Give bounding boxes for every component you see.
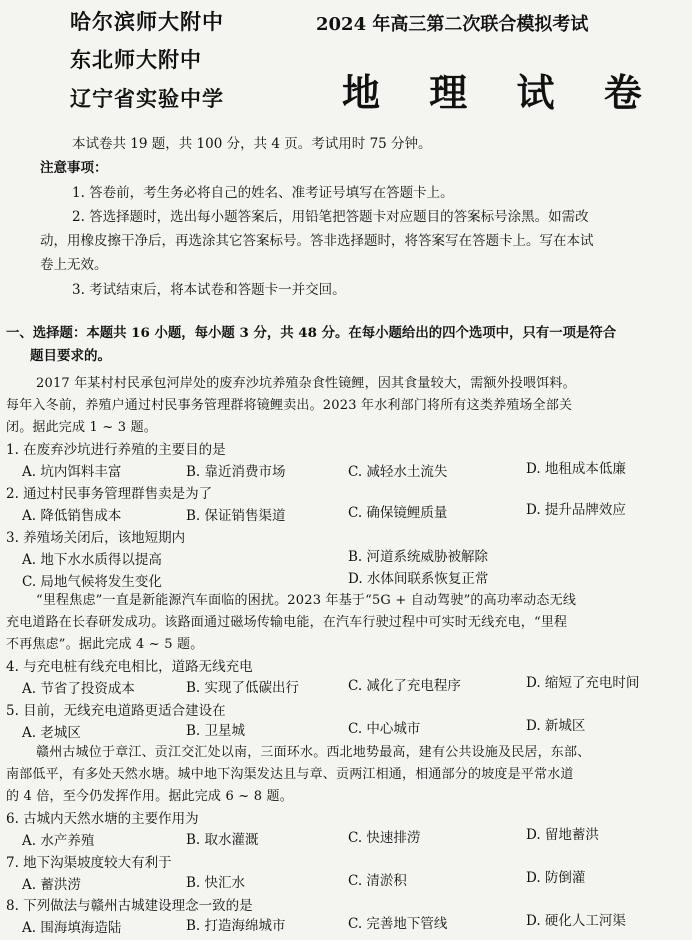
question-6-option-a: A. 水产养殖: [22, 833, 95, 849]
question-2-option-d: D. 提升品牌效应: [526, 502, 626, 518]
question-3-stem: 3. 养殖场关闭后，该地短期内: [6, 530, 186, 546]
question-2-stem: 2. 通过村民事务管理群售卖是为了: [6, 486, 213, 502]
school-name-2: 东北师大附中: [70, 47, 202, 72]
question-1-stem: 1. 在废弃沙坑进行养殖的主要目的是: [6, 442, 226, 458]
question-7-option-d: D. 防倒灌: [526, 870, 586, 886]
question-3-option-c: C. 局地气候将发生变化: [22, 574, 162, 590]
passage-3-line-3: 的 4 倍，至今仍发挥作用。据此完成 6 ~ 8 题。: [6, 789, 293, 804]
school-name-1: 哈尔滨师大附中: [70, 9, 224, 34]
school-name-3: 辽宁省实验中学: [70, 86, 224, 111]
question-5-option-b: B. 卫星城: [186, 723, 246, 739]
passage-2-line-2: 充电道路在长春研发成功。该路面通过磁场传输电能，在汽车行驶过程中可实时无线充电，“里程: [6, 615, 568, 630]
question-1-option-a: A. 坑内饵料丰富: [22, 464, 122, 480]
notice-title: 注意事项：: [40, 160, 108, 176]
passage-1-line-1: 2017 年某村村民承包河岸处的废弃沙坑养殖杂食性镜鲤，因其食量较大，需额外投喂饵料。: [36, 376, 576, 391]
question-6-option-b: B. 取水灌溉: [186, 832, 259, 848]
question-7-stem: 7. 地下沟渠坡度较大有利于: [6, 855, 172, 871]
notice-line-1: 1. 答卷前，考生务必将自己的姓名、准考证号填写在答题卡上。: [72, 185, 454, 201]
question-5-option-d: D. 新城区: [526, 718, 586, 734]
passage-2-line-1: “里程焦虑”一直是新能源汽车面临的困扰。2023 年基于“5G + 自动驾驶”的高功率动态无线: [36, 593, 577, 608]
question-5-stem: 5. 目前，无线充电道路更适合建设在: [6, 703, 226, 719]
question-8-option-b: B. 打造海绵城市: [186, 918, 286, 934]
question-8-stem: 8. 下列做法与赣州古城建设理念一致的是: [6, 898, 253, 914]
question-3-option-b: B. 河道系统威胁被解除: [348, 549, 489, 565]
passage-3-line-2: 南部低平，有多处天然水塘。城中地下沟渠发达且与章、贡两江相通，相通部分的坡度是平常水道: [6, 767, 574, 782]
question-4-option-b: B. 实现了低碳出行: [186, 680, 300, 696]
question-8-option-c: C. 完善地下管线: [348, 916, 448, 932]
question-1-option-d: D. 地租成本低廉: [526, 461, 626, 477]
question-6-stem: 6. 古城内天然水塘的主要作用为: [6, 811, 199, 827]
question-3-option-d: D. 水体间联系恢复正常: [348, 571, 489, 587]
question-5-option-a: A. 老城区: [22, 725, 81, 741]
question-4-option-d: D. 缩短了充电时间: [526, 675, 640, 691]
subject-title: 地 理 试 卷: [342, 70, 660, 115]
passage-2-line-3: 不再焦虑”。据此完成 4 ~ 5 题。: [6, 637, 204, 652]
question-7-option-a: A. 蓄洪涝: [22, 877, 81, 893]
section-heading: 一、选择题：本题共 16 小题，每小题 3 分，共 48 分。在每小题给出的四个选项中，只有一项是符合: [6, 325, 617, 341]
question-3-option-a: A. 地下水水质得以提高: [22, 552, 162, 568]
question-2-option-b: B. 保证销售渠道: [186, 508, 286, 524]
question-7-option-c: C. 清淤积: [348, 873, 407, 889]
question-8-option-a: A. 围海填海造陆: [22, 920, 122, 936]
passage-3-line-1: 赣州古城位于章江、贡江交汇处以南，三面环水。西北地势最高，建有公共设施及民居，东部、: [36, 745, 591, 760]
question-4-stem: 4. 与充电桩有线充电相比，道路无线充电: [6, 659, 253, 675]
question-8-option-d: D. 硬化人工河渠: [526, 913, 626, 929]
passage-1-line-2: 每年入冬前，养殖户通过村民事务管理群将镜鲤卖出。2023 年水利部门将所有这类养殖场全部关: [6, 398, 573, 413]
section-heading-cont: 题目要求的。: [30, 348, 111, 364]
notice-line-4: 卷上无效。: [40, 257, 108, 273]
question-6-option-c: C. 快速排涝: [348, 830, 421, 846]
question-2-option-a: A. 降低销售成本: [22, 508, 122, 524]
question-4-option-a: A. 节省了投资成本: [22, 681, 135, 697]
intro-text: 本试卷共 19 题，共 100 分，共 4 页。考试用时 75 分钟。: [72, 136, 432, 152]
exam-title: 2024 年高三第二次联合模拟考试: [316, 14, 589, 35]
passage-1-line-3: 闭。据此完成 1 ~ 3 题。: [6, 420, 157, 435]
question-1-option-c: C. 减轻水土流失: [348, 464, 448, 480]
notice-line-2: 2. 答选择题时，选出每小题答案后，用铅笔把答题卡对应题目的答案标号涂黑。如需改: [72, 209, 589, 225]
notice-line-5: 3. 考试结束后，将本试卷和答题卡一并交回。: [72, 282, 346, 298]
question-7-option-b: B. 快汇水: [186, 875, 246, 891]
question-5-option-c: C. 中心城市: [348, 721, 421, 737]
question-2-option-c: C. 确保镜鲤质量: [348, 505, 448, 521]
question-4-option-c: C. 减化了充电程序: [348, 678, 461, 694]
notice-line-3: 动，用橡皮擦干净后，再选涂其它答案标号。答非选择题时，将答案写在答题卡上。写在本试: [40, 233, 594, 249]
question-6-option-d: D. 留地蓄洪: [526, 827, 599, 843]
question-1-option-b: B. 靠近消费市场: [186, 464, 286, 480]
